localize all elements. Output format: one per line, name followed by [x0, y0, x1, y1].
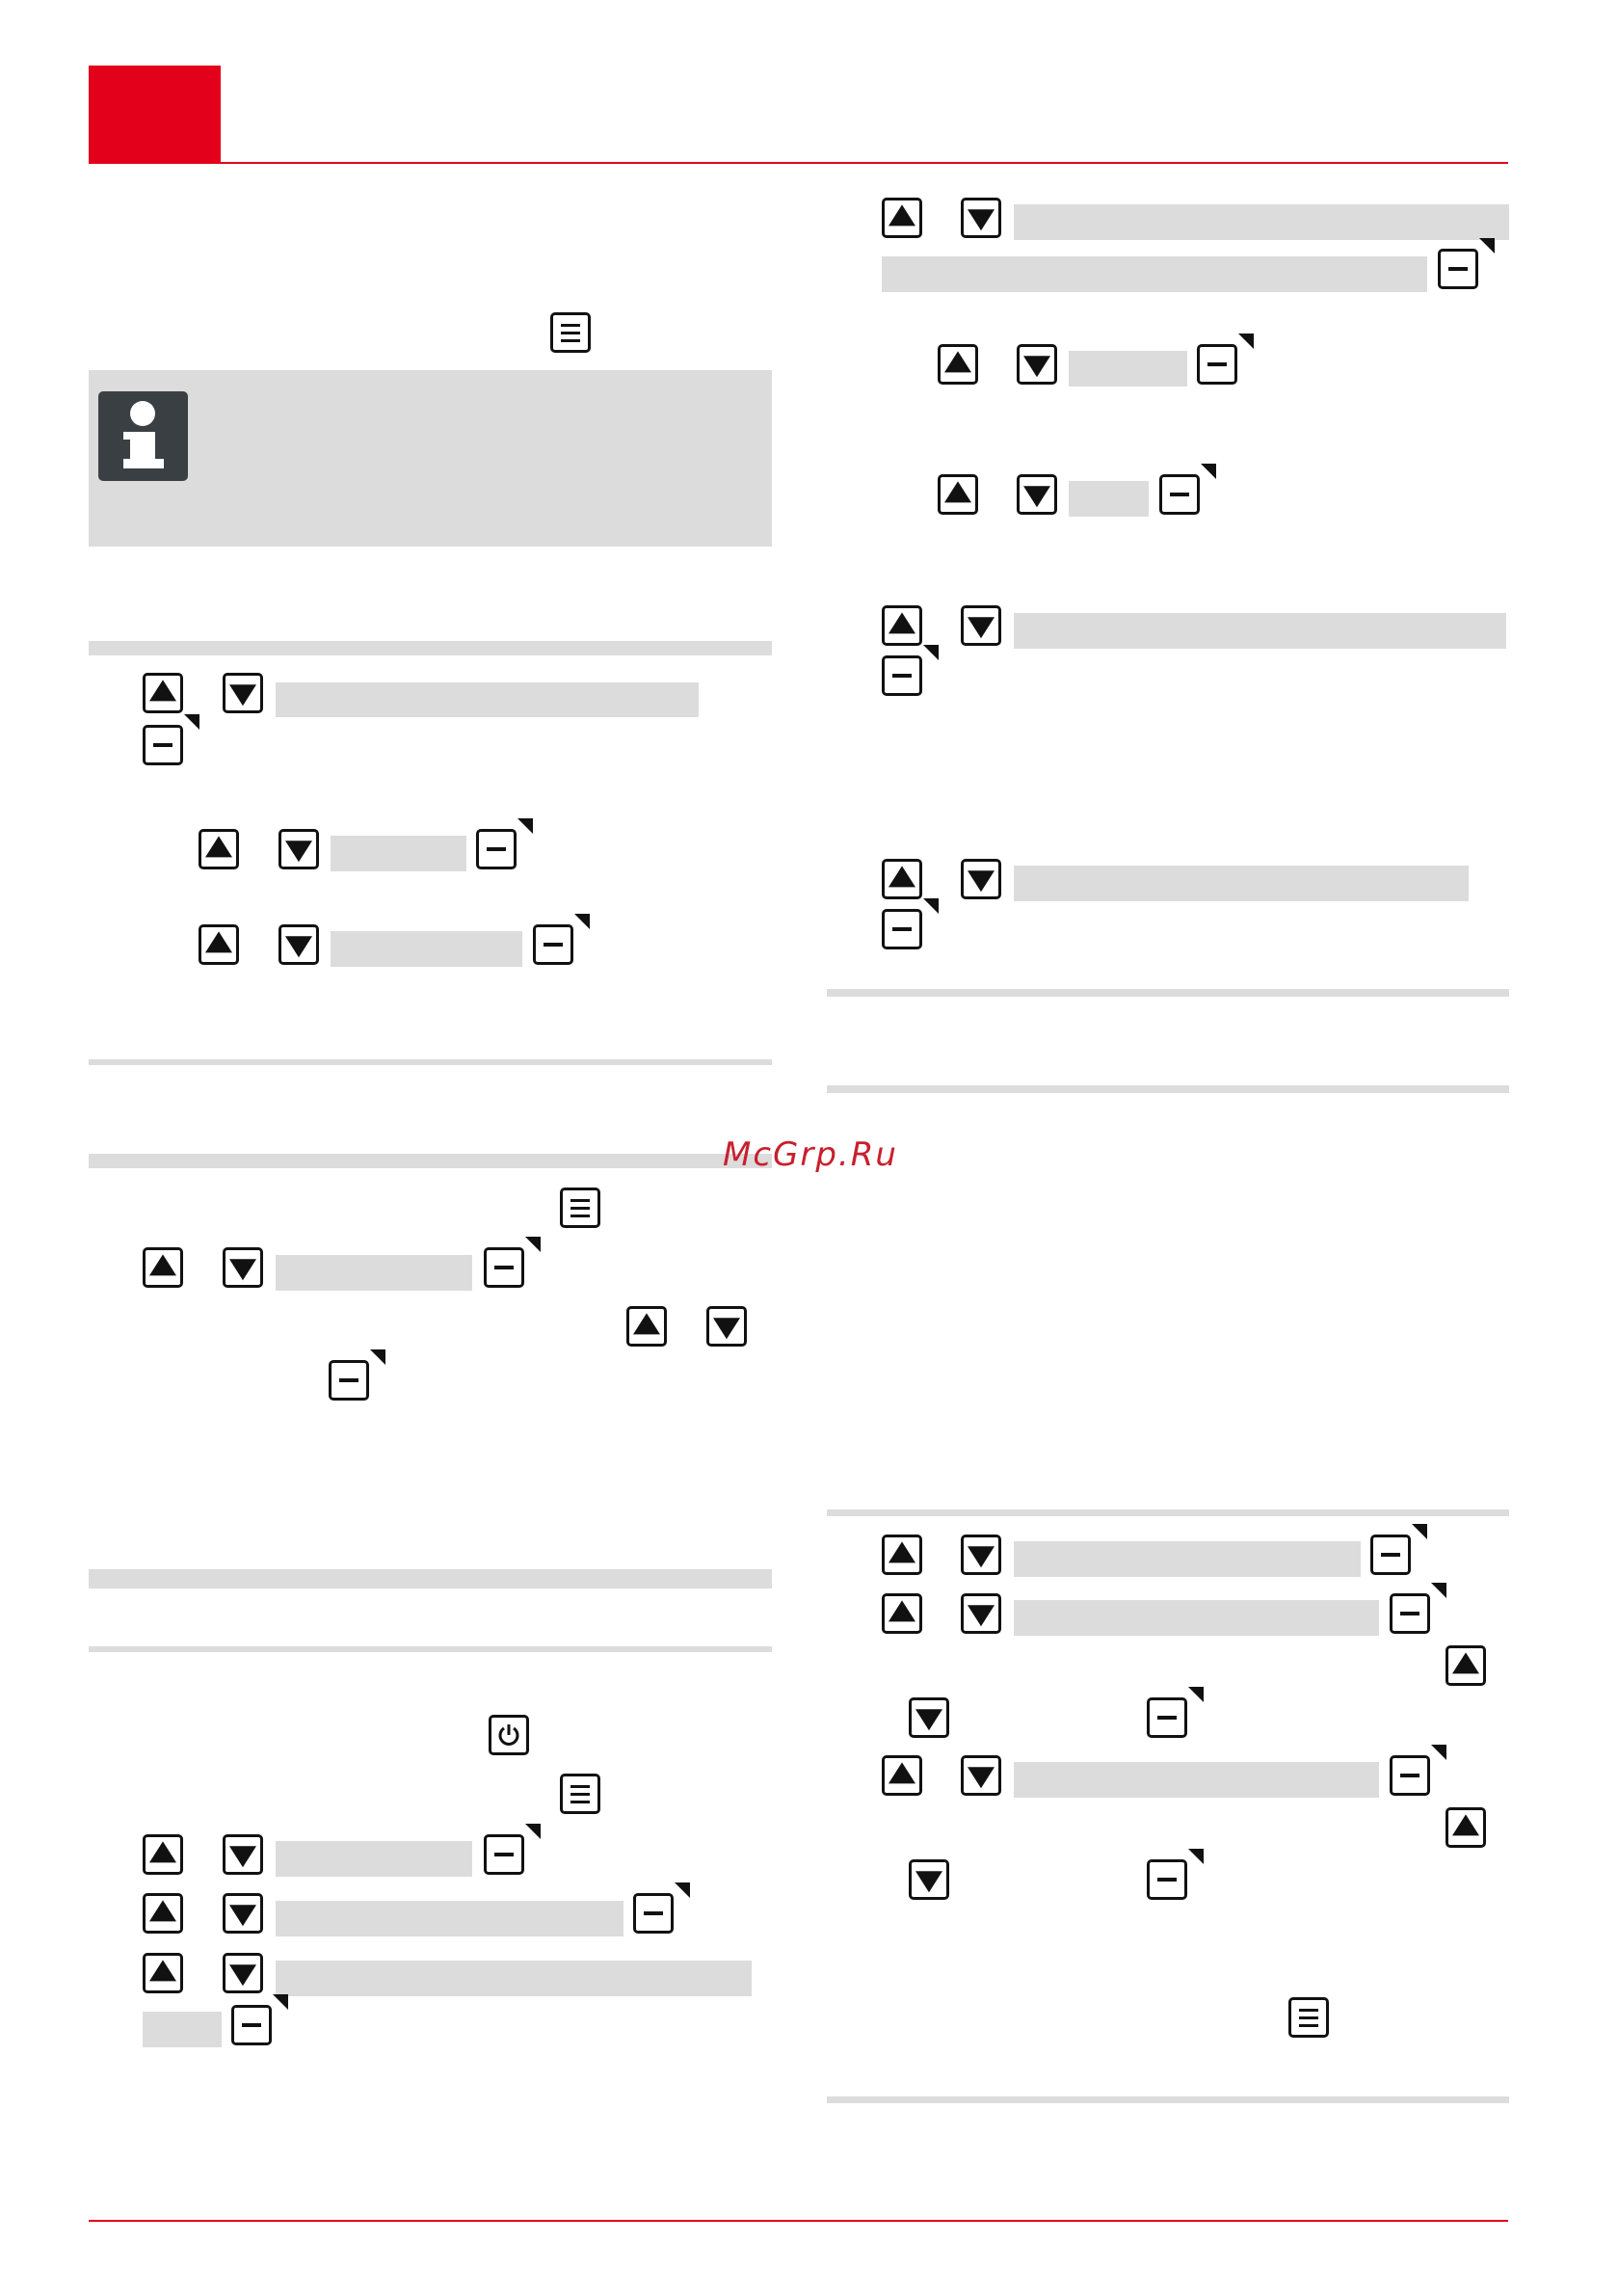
ok-key-icon [143, 725, 183, 765]
up-key-icon [143, 1247, 183, 1288]
up-key-icon [143, 1893, 183, 1934]
chapter-marker [89, 66, 221, 162]
up-key-icon [199, 924, 239, 965]
up-key-icon [143, 1953, 183, 1993]
up-key-icon [1446, 1807, 1486, 1848]
ok-key-icon [1390, 1593, 1430, 1634]
display-text-bar [276, 1961, 752, 1996]
watermark: McGrp.Ru [723, 1135, 898, 1174]
up-key-icon [882, 198, 922, 238]
ok-key-icon [484, 1834, 524, 1875]
display-text-bar [143, 2012, 222, 2047]
info-box [89, 370, 772, 547]
ok-key-icon [231, 2005, 272, 2045]
down-key-icon [961, 1593, 1001, 1634]
up-key-icon [1446, 1645, 1486, 1686]
up-key-icon [882, 859, 922, 899]
up-key-icon [143, 1834, 183, 1875]
section-rule [827, 2096, 1509, 2103]
menu-key-icon [1288, 1997, 1329, 2038]
menu-key-icon [560, 1188, 600, 1228]
ok-key-icon [484, 1247, 524, 1288]
up-key-icon [882, 1535, 922, 1575]
display-text-bar [1014, 1762, 1379, 1798]
down-key-icon [961, 1755, 1001, 1796]
ok-key-icon [1147, 1697, 1187, 1738]
down-key-icon [961, 605, 1001, 646]
ok-key-icon [476, 829, 517, 869]
display-text-bar [1014, 866, 1469, 901]
footer-rule [89, 2220, 1508, 2222]
power-key-icon [489, 1715, 529, 1755]
up-key-icon [938, 344, 978, 385]
info-icon [98, 391, 188, 481]
display-text-bar [1069, 351, 1187, 387]
ok-key-icon [1370, 1535, 1411, 1575]
up-key-icon [199, 829, 239, 869]
down-key-icon [1017, 474, 1057, 515]
display-text-bar [276, 1255, 472, 1291]
section-rule [89, 1154, 772, 1168]
down-key-icon [909, 1697, 949, 1738]
section-rule [89, 1569, 772, 1589]
display-text-bar [1014, 1600, 1379, 1636]
down-key-icon [223, 1893, 263, 1934]
ok-key-icon [1197, 344, 1237, 385]
display-text-bar [1014, 204, 1509, 240]
section-rule [827, 989, 1509, 997]
section-rule [89, 1059, 772, 1065]
header-rule [89, 162, 1508, 164]
ok-key-icon [1159, 474, 1200, 515]
ok-key-icon [1147, 1859, 1187, 1900]
up-key-icon [143, 673, 183, 713]
section-rule [89, 1646, 772, 1652]
down-key-icon [223, 1834, 263, 1875]
ok-key-icon [633, 1893, 674, 1934]
display-text-bar [276, 1901, 623, 1936]
display-text-bar [331, 931, 522, 967]
down-key-icon [223, 1247, 263, 1288]
ok-key-icon [1438, 249, 1478, 289]
display-text-bar [331, 836, 466, 871]
display-text-bar [1069, 481, 1149, 517]
display-text-bar [1014, 1541, 1361, 1577]
section-rule [89, 641, 772, 655]
power-icon [496, 1722, 521, 1748]
ok-key-icon [882, 909, 922, 949]
ok-key-icon [533, 924, 573, 965]
menu-key-icon [550, 312, 591, 353]
down-key-icon [223, 673, 263, 713]
down-key-icon [909, 1859, 949, 1900]
up-key-icon [882, 1755, 922, 1796]
display-text-bar [276, 1841, 472, 1877]
display-text-bar [882, 256, 1427, 292]
ok-key-icon [329, 1360, 369, 1401]
section-rule [827, 1509, 1509, 1516]
display-text-bar [1014, 613, 1506, 649]
up-key-icon [882, 605, 922, 646]
ok-key-icon [882, 655, 922, 696]
ok-key-icon [1390, 1755, 1430, 1796]
display-text-bar [276, 682, 699, 717]
section-rule [827, 1085, 1509, 1093]
down-key-icon [1017, 344, 1057, 385]
down-key-icon [279, 924, 319, 965]
menu-key-icon [560, 1774, 600, 1814]
down-key-icon [279, 829, 319, 869]
up-key-icon [938, 474, 978, 515]
up-key-icon [626, 1306, 667, 1347]
down-key-icon [961, 1535, 1001, 1575]
down-key-icon [961, 859, 1001, 899]
down-key-icon [961, 198, 1001, 238]
down-key-icon [706, 1306, 747, 1347]
down-key-icon [223, 1953, 263, 1993]
up-key-icon [882, 1593, 922, 1634]
